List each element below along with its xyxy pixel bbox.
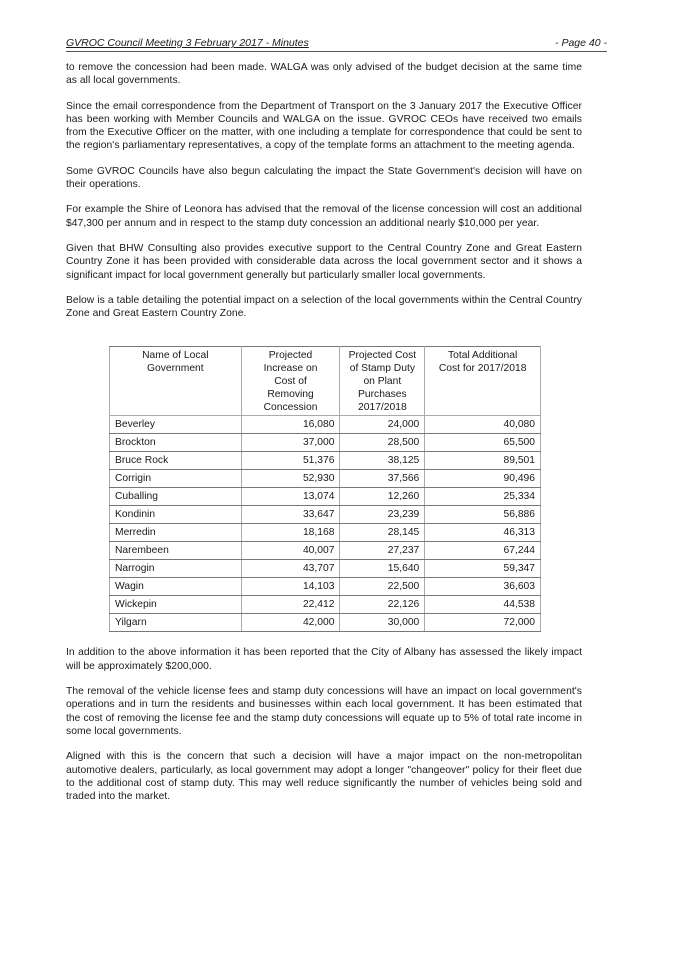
header-total: Total Additional Cost for 2017/2018 <box>425 347 541 416</box>
cell-value: 23,239 <box>340 506 425 524</box>
cell-value: 28,145 <box>340 524 425 542</box>
cell-name: Bruce Rock <box>110 452 242 470</box>
cell-value: 33,647 <box>241 506 340 524</box>
cell-value: 90,496 <box>425 470 541 488</box>
table-row <box>110 506 541 524</box>
cell-name: Narembeen <box>110 542 242 560</box>
header-stamp-duty: Projected Cost of Stamp Duty on Plant Purchases 2017/2018 <box>340 347 425 416</box>
cell-value: 72,000 <box>425 614 541 632</box>
paragraph: In addition to the above information it has been reported that the City of Albany has assessed the likely impact will be approximately $200,000. <box>66 647 582 672</box>
cell-value: 12,260 <box>340 488 425 506</box>
table-row <box>110 452 541 470</box>
cell-value: 44,538 <box>425 596 541 614</box>
cell-value: 89,501 <box>425 452 541 470</box>
cell-name: Narrogin <box>110 560 242 578</box>
cell-value: 14,103 <box>241 578 340 596</box>
cell-name: Kondinin <box>110 506 242 524</box>
cell-value: 37,566 <box>340 470 425 488</box>
table-body <box>110 416 541 632</box>
cell-name: Corrigin <box>110 470 242 488</box>
paragraph: Since the email correspondence from the Department of Transport on the 3 January 2017 the Executive Officer has been working with Member Councils and WALGA on the issue. GVROC CEOs have received two emails from the Executive Officer on the matter, with one including a template for correspondence that could be sent to the region's parliamentary representatives, a copy of the template forms an attachment to the meeting agenda. <box>66 100 582 152</box>
cell-value: 65,500 <box>425 434 541 452</box>
cell-value: 15,640 <box>340 560 425 578</box>
cell-name: Merredin <box>110 524 242 542</box>
table-row <box>110 470 541 488</box>
cell-value: 46,313 <box>425 524 541 542</box>
table-row <box>110 542 541 560</box>
paragraph: Some GVROC Councils have also begun calculating the impact the State Government's decision will have on their operations. <box>66 165 582 191</box>
header-name: Name of Local Government <box>110 347 242 416</box>
cell-value: 30,000 <box>340 614 425 632</box>
cell-value: 18,168 <box>241 524 340 542</box>
page-number: - Page 40 - <box>555 37 607 49</box>
paragraph: Aligned with this is the concern that such a decision will have a major impact on the non-metropolitan automotive dealers, particularly, as local government may adopt a longer "changeover" policy for their fleet due to the additional cost of stamp duty. This may well reduce significantly the number of vehicles being sold and traded into the market. <box>66 751 582 803</box>
table-row <box>110 488 541 506</box>
paragraph: The removal of the vehicle license fees and stamp duty concessions will have an impact on local government's operations and in turn the residents and businesses within each local government. It has been estimated that the cost of removing the license fee and the stamp duty concessions will equate up to 5% of total rate income in some local governments. <box>66 686 582 737</box>
table-row <box>110 578 541 596</box>
cell-value: 40,007 <box>241 542 340 560</box>
paragraph: For example the Shire of Leonora has advised that the removal of the license concession will cost an additional $47,300 per annum and in respect to the stamp duty concession an additional nearly $10,000 per year. <box>66 204 582 229</box>
cell-name: Wagin <box>110 578 242 596</box>
document-body <box>66 61 582 815</box>
cell-name: Brockton <box>110 434 242 452</box>
cell-value: 52,930 <box>241 470 340 488</box>
cell-value: 22,126 <box>340 596 425 614</box>
cell-value: 51,376 <box>241 452 340 470</box>
header-concession: Projected Increase on Cost of Removing Concession <box>241 347 340 416</box>
cell-value: 24,000 <box>340 416 425 434</box>
impact-table <box>109 346 541 632</box>
cell-value: 22,500 <box>340 578 425 596</box>
cell-value: 38,125 <box>340 452 425 470</box>
cell-value: 36,603 <box>425 578 541 596</box>
cell-value: 37,000 <box>241 434 340 452</box>
table-row <box>110 524 541 542</box>
cell-value: 25,334 <box>425 488 541 506</box>
table-row <box>110 596 541 614</box>
cell-name: Yilgarn <box>110 614 242 632</box>
table-header-row <box>110 347 541 416</box>
cell-value: 16,080 <box>241 416 340 434</box>
table-row <box>110 416 541 434</box>
cell-value: 28,500 <box>340 434 425 452</box>
document-title: GVROC Council Meeting 3 February 2017 - Minutes <box>66 37 309 49</box>
table-row <box>110 434 541 452</box>
cell-value: 42,000 <box>241 614 340 632</box>
cell-name: Beverley <box>110 416 242 434</box>
cell-value: 22,412 <box>241 596 340 614</box>
paragraph: Below is a table detailing the potential impact on a selection of the local governments within the Central Country Zone and Great Eastern Country Zone. <box>66 294 582 320</box>
cell-value: 13,074 <box>241 488 340 506</box>
cell-value: 67,244 <box>425 542 541 560</box>
paragraph: to remove the concession had been made. WALGA was only advised of the budget decision at the same time as all local governments. <box>66 62 582 87</box>
table-row <box>110 614 541 632</box>
cell-name: Wickepin <box>110 596 242 614</box>
cell-value: 27,237 <box>340 542 425 560</box>
cell-value: 40,080 <box>425 416 541 434</box>
table-row <box>110 560 541 578</box>
cell-name: Cuballing <box>110 488 242 506</box>
cell-value: 59,347 <box>425 560 541 578</box>
paragraph: Given that BHW Consulting also provides executive support to the Central Country Zone and Great Eastern Country Zone it has been provided with considerable data across the local government sector and it shows a significant impact for local government generally but particularly smaller local governments. <box>66 242 582 281</box>
page-header <box>66 37 607 52</box>
cell-value: 43,707 <box>241 560 340 578</box>
cell-value: 56,886 <box>425 506 541 524</box>
